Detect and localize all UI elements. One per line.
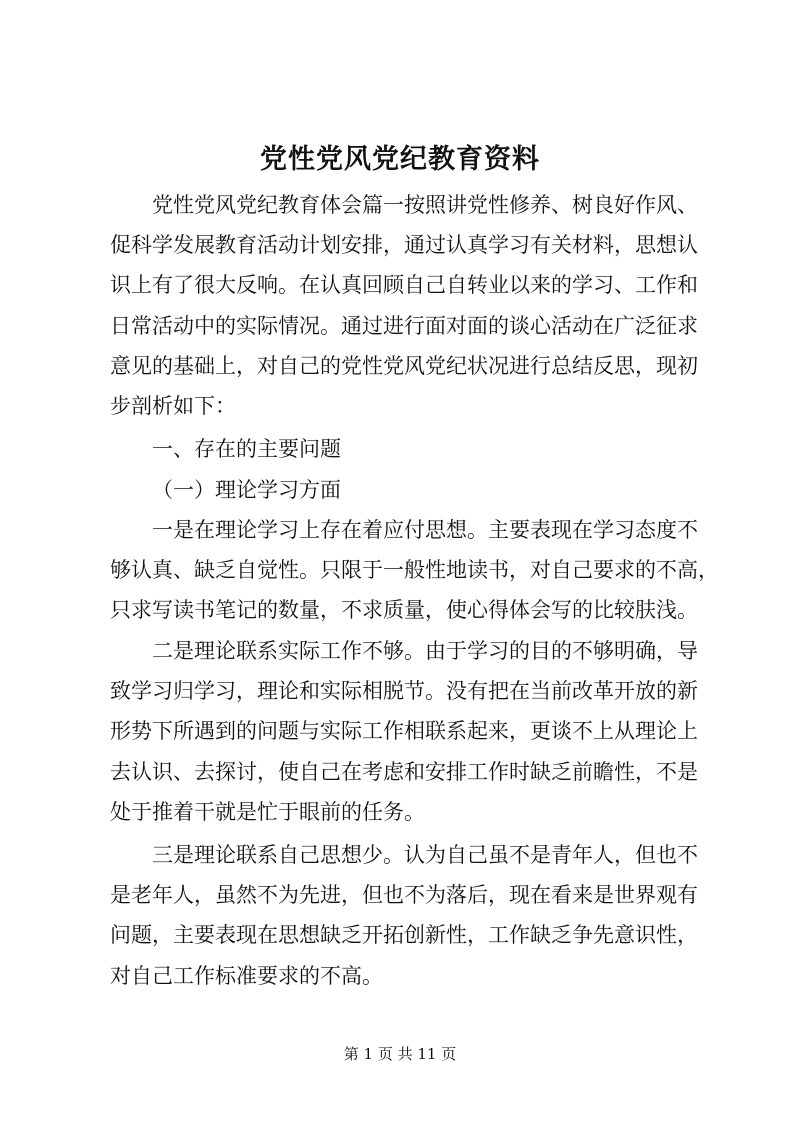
subsection-heading: （一）理论学习方面 [152,478,341,502]
text-line: 步剖析如下： [110,394,236,418]
text-line: 去认识、去探讨，使自己在考虑和安排工作时缺乏前瞻性，不是 [110,760,698,784]
text-line: 致学习归学习，理论和实际相脱节。没有把在当前改革开放的新 [110,679,698,703]
text-line: 三是理论联系自己思想少。认为自己虽不是青年人，但也不 [152,843,698,867]
text-line: 日常活动中的实际情况。通过进行面对面的谈心活动在广泛征求 [110,314,698,338]
document-title: 党性党风党纪教育资料 [260,144,540,175]
text-line: 问题，主要表现在思想缺乏开拓创新性，工作缺乏争先意识性， [110,923,698,947]
text-line: 党性党风党纪教育体会篇一按照讲党性修养、树良好作风、 [152,193,698,217]
text-line: 二是理论联系实际工作不够。由于学习的目的不够明确，导 [152,639,698,663]
text-line: 促科学发展教育活动计划安排，通过认真学习有关材料，思想认 [110,233,698,257]
text-line: 够认真、缺乏自觉性。只限于一般性地读书，对自己要求的不高， [110,558,719,582]
text-line: 一是在理论学习上存在着应付思想。主要表现在学习态度不 [152,518,698,542]
text-line: 意见的基础上，对自己的党性党风党纪状况进行总结反思，现初 [110,354,698,378]
section-heading: 一、存在的主要问题 [152,437,341,461]
text-line: 对自己工作标准要求的不高。 [110,964,383,988]
text-line: 形势下所遇到的问题与实际工作相联系起来，更谈不上从理论上 [110,719,698,743]
text-line: 只求写读书笔记的数量，不求质量，使心得体会写的比较肤浅。 [110,598,698,622]
page-number-footer: 第 1 页 共 11 页 [343,1045,457,1063]
text-line: 识上有了很大反响。在认真回顾自己自转业以来的学习、工作和 [110,273,698,297]
text-line: 是老年人，虽然不为先进，但也不为落后，现在看来是世界观有 [110,883,698,907]
text-line: 处于推着干就是忙于眼前的任务。 [110,800,425,824]
